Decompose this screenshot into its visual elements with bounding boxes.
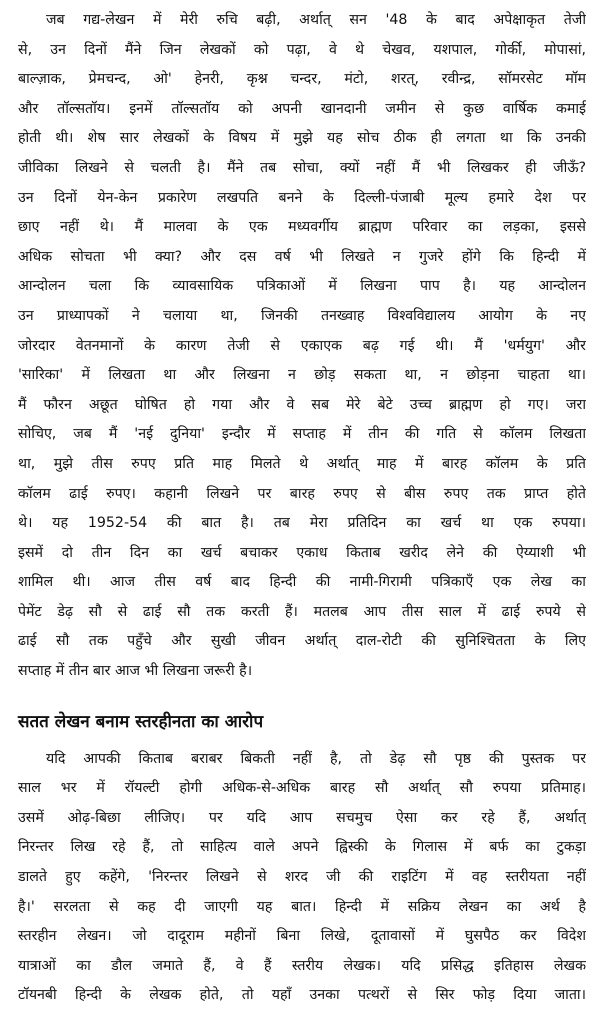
text-line: है।' सरलता से कह दी जाएगी यह बात। हिन्दी में सक्रिय लेखन का अर्थ है bbox=[18, 898, 586, 915]
text-line: यात्राओं का डौल जमाते हैं, वे हैं स्तरीय लेखक। यदि प्रसिद्ध इतिहास लेखक bbox=[18, 957, 586, 974]
text-line: और तॉल्सतॉय। इनमें तॉल्सतॉय को अपनी खानदानी जमीन से कुछ वार्षिक कमाई bbox=[18, 100, 586, 117]
text-line: यदि आपकी किताब बराबर बिकती नहीं है, तो डेढ़ सौ पृष्ठ की पुस्तक पर bbox=[46, 750, 586, 767]
text-line: सोचिए, जब मैं 'नई दुनिया' इन्दौर में सप्ताह में तीन की गति से कॉलम लिखता bbox=[18, 426, 586, 443]
text-line: निरन्तर लिख रहे हैं, तो साहित्य वाले अपने ह्विस्की के गिलास में बर्फ का टुकड़ा bbox=[18, 839, 586, 856]
text-line: साल भर में रॉयल्टी होगी अधिक-से-अधिक बारह सौ अर्थात् सौ रुपया प्रतिमाह। bbox=[18, 780, 586, 797]
text-line: 'सारिका' में लिखता था और लिखना न छोड़ सकता था, न छोड़ना चाहता था। bbox=[18, 367, 586, 384]
text-line: अधिक सोचता भी क्या? और दस वर्ष भी लिखते न गुजरे होंगे कि हिन्दी में bbox=[18, 248, 586, 265]
text-line: जोरदार वेतनमानों के कारण तेजी से एकाएक बढ़ गई थी। मैं 'धर्मयुग' और bbox=[18, 337, 586, 354]
text-line: ढाई सौ तक पहुँचे और सुखी जीवन अर्थात् दाल-रोटी की सुनिश्चितता के लिए bbox=[18, 633, 586, 650]
paragraph-writing-history bbox=[18, 6, 586, 687]
text-line: टॉयनबी हिन्दी के लेखक होते, तो यहाँ उनका पत्थरों से सिर फोड़ दिया जाता। bbox=[18, 987, 586, 1004]
text-line: से, उन दिनों मैंने जिन लेखकों को पढ़ा, वे थे चेखव, यशपाल, गोर्की, मोपासां, bbox=[18, 41, 586, 58]
text-line: डालते हुए कहेंगे, 'निरन्तर लिखने से शरद जी की राइटिंग में वह स्तरीयता नहीं bbox=[18, 869, 586, 886]
text-line: शामिल थी। आज तीस वर्ष बाद हिन्दी की नामी-गिरामी पत्रिकाएँ एक लेख का bbox=[18, 574, 586, 591]
text-line: आन्दोलन चला कि व्यावसायिक पत्रिकाओं में लिखना पाप है। यह आन्दोलन bbox=[18, 278, 586, 295]
text-line: कॉलम ढाई रुपए। कहानी लिखने पर बारह रुपए से बीस रुपए तक प्राप्त होते bbox=[18, 485, 586, 502]
text-line: था, मुझे तीस रुपए प्रति माह मिलते थे अर्थात् माह में बारह कॉलम के प्रति bbox=[18, 455, 586, 472]
text-line: होती थी। शेष सार लेखकों के विषय में मुझे यह सोच ठीक ही लगता था कि उनकी bbox=[18, 130, 586, 147]
text-line: उन प्राध्यापकों ने चलाया था, जिनकी तनख्वाह विश्वविद्यालय आयोग के नए bbox=[18, 307, 586, 324]
text-line: मैं फौरन अछूत घोषित हो गया और वे सब मेरे बेटे उच्च ब्राह्मण हो गए। जरा bbox=[18, 396, 586, 413]
text-line: छाए नहीं थे। मैं मालवा के एक मध्यवर्गीय ब्राह्मण परिवार का लड़का, इससे bbox=[18, 219, 586, 236]
text-line: जीविका लिखने से चलती है। मैंने तब सोचा, क्यों नहीं मैं भी लिखकर ही जीऊँ? bbox=[18, 159, 586, 176]
text-line: उसमें ओढ़-बिछा लीजिए। पर यदि आप सचमुच ऐसा कर रहे हैं, अर्थात् bbox=[18, 809, 586, 826]
text-line: पेमेंट डेढ़ सौ से ढाई सौ तक करती हैं। मतलब आप तीस साल में ढाई रुपये से bbox=[18, 603, 586, 620]
section-heading: सतत लेखन बनाम स्तरहीनता का आरोप bbox=[18, 711, 264, 732]
text-line: थे। यह 1952-54 की बात है। तब मेरा प्रतिदिन का खर्च था एक रुपया। bbox=[18, 515, 586, 532]
text-line: इसमें दो तीन दिन का खर्च बचाकर एकाध किताब खरीद लेने की ऐय्याशी भी bbox=[18, 544, 586, 561]
text-line: जब गद्य-लेखन में मेरी रुचि बढ़ी, अर्थात् सन '48 के बाद अपेक्षाकृत तेजी bbox=[46, 12, 586, 28]
text-line: उन दिनों येन-केन प्रकारेण लखपति बनने के दिल्ली-पंजाबी मूल्य हमारे देश पर bbox=[18, 189, 586, 206]
text-line: सप्ताह में तीन बार आज भी लिखना जरूरी है। bbox=[18, 663, 253, 680]
text-line: बाल्ज़ाक, प्रेमचन्द, ओ' हेनरी, कृश्न चन्दर, मंटो, शरत्, रवीन्द्र, सॉमरसेट मॉम bbox=[18, 71, 586, 88]
paragraph-continuous-writing bbox=[18, 745, 586, 1011]
text-line: स्तरहीन लेखन। जो दादूराम महीनों बिना लिखे, दूतावासों में घुसपैठ कर विदेश bbox=[18, 928, 586, 945]
